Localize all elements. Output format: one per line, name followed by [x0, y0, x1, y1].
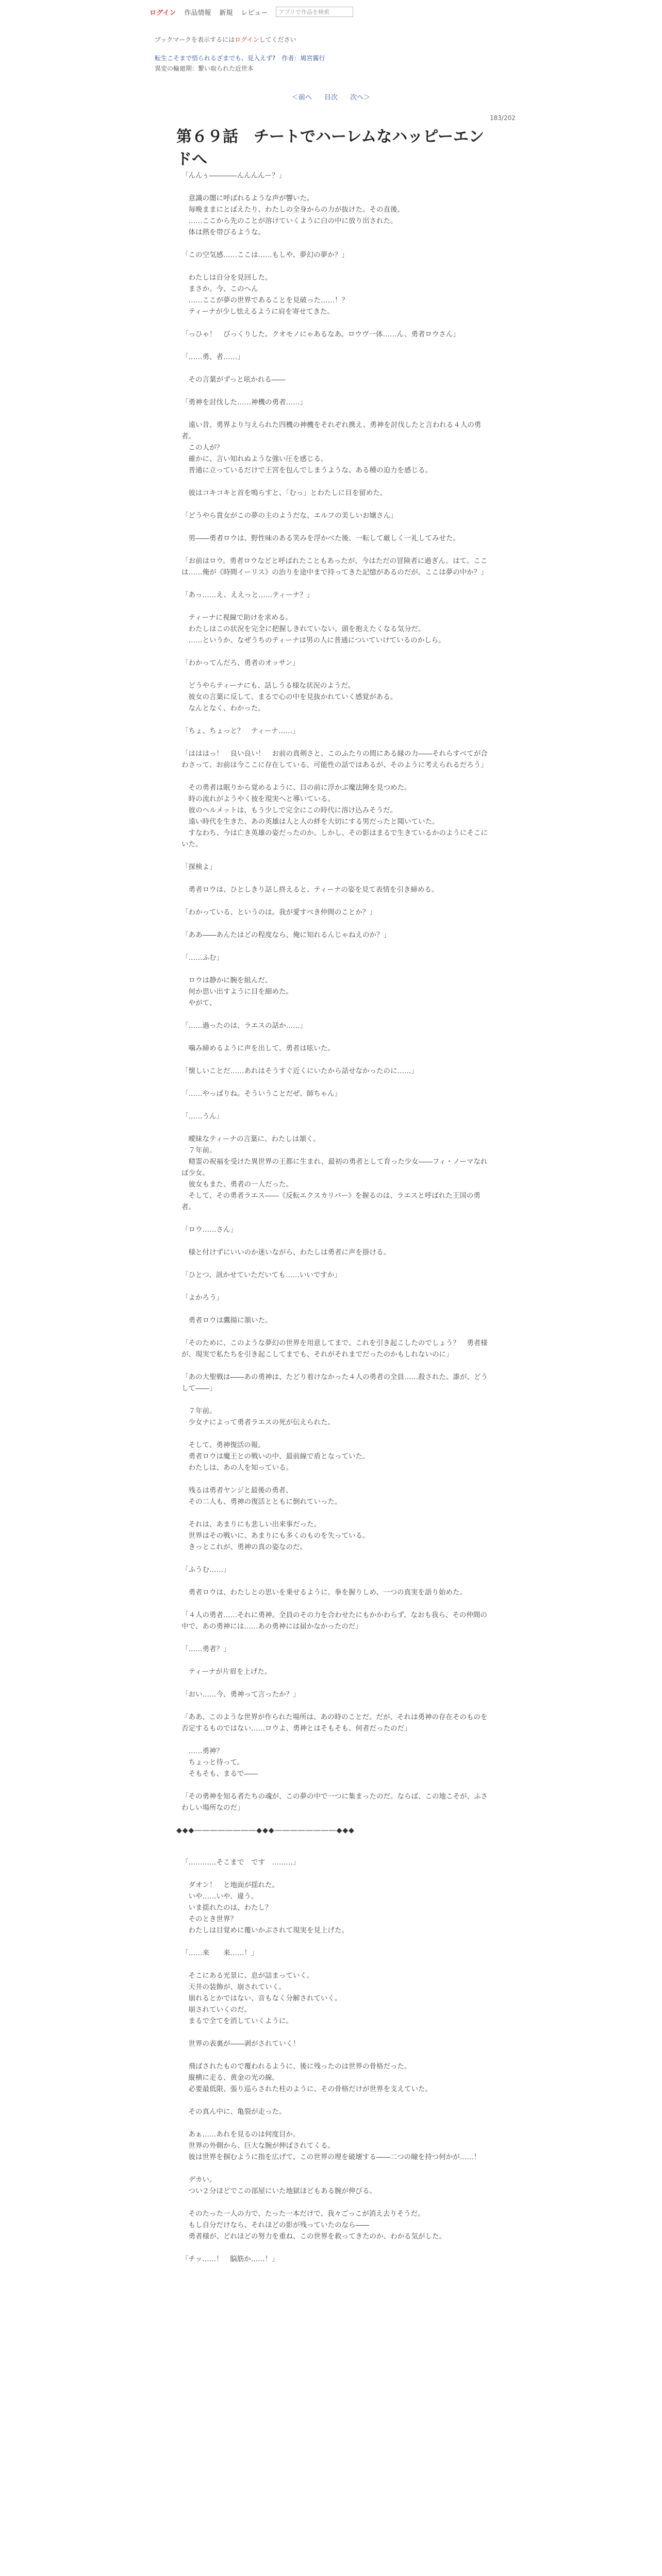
story-paragraph: そして、勇神復活の報。 勇者ロウは魔王との戦いの中、最前線で盾となっていた。 わたしは、あの人を知っている。	[188, 1441, 370, 1472]
story-paragraph: 「ふうむ……」	[181, 1566, 230, 1574]
story-paragraph: 「あの大聖戦は――あの勇神は、たどり着けなかった４人の勇者の全員……殺された。誰が、どうして――」	[181, 1373, 488, 1393]
notice-after: してください	[259, 36, 296, 43]
story-paragraph: 飛ばされたもので覆われるように、後に残ったのは世界の骨格だった。 縦横に走る、黄金の光の線。 必要最低限、張り巡らされた柱のように、その骨格だけが世界を支えていた。	[188, 2062, 432, 2093]
story-paragraph: それは、あまりにも悲しい出来事だった。 世界はその戦いに、あまりにも多くのものを失っている。 きっとこれが、勇神の真の姿なのだ。	[188, 1520, 370, 1551]
story-paragraph: 勇者ロウは、ひとしきり話し終えると、ティーナの姿を見て表情を引き締める。	[181, 886, 439, 894]
story-paragraph: 勇者ロウは鷹揚に頷いた。	[181, 1316, 272, 1325]
story-paragraph: 「ひとつ、訊かせていただいても……いいですか」	[181, 1271, 341, 1279]
story-paragraph: ロウは静かに腕を組んだ。 何か思い出すように目を細めた。 やがて、	[188, 976, 293, 1007]
story-paragraph: 「ちょ、ちょっと？ ティーナ……」	[181, 727, 300, 735]
story-paragraph: 「っひゃ！ びっくりした。クオモノにゃあるなあ。ロウヴ一体……ん、勇者ロウさん」	[181, 330, 460, 338]
story-paragraph: 遠い昔、勇界より与えられた四機の神機をそれぞれ携え、勇神を討伐したと言われる４人の勇者。 この人が？ 確かに、言い知れぬような強い圧を感じる。 普通に立っているだけで王宮を包んでしまうような、ある種の迫力を感じる。	[181, 421, 482, 474]
story-paragraph: 様と付けずにいいのか迷いながら、わたしは勇者に声を掛ける。	[181, 1248, 390, 1257]
story-paragraph: 「……うん」	[181, 1112, 223, 1121]
story-paragraph: どうやらティーナにも、話しうる様な状況のようだ。 彼女の言葉に反して、まるで心の中を見抜かれていく感覚がある。 なんとなく、わかった。	[188, 682, 398, 713]
story-paragraph: あぁ……あれを見るのは何度目か。 世界の外側から、巨大な腕が伸ばされてくる。 彼は世界を掴むように指を広げて、この世界の理を破壊する――二つの瞳を持つ何かが……！	[188, 2130, 481, 2161]
prev-link[interactable]: ＜前へ	[291, 94, 312, 101]
story-paragraph: 曖昧なティーナの言葉に、わたしは頷く。 ７年前。 精霊の祝福を受けた異世界の王都に生まれ、最初の勇者として育った少女――フィ・ノーマなれば少女。 彼女もまた、勇者の一人だった。 そして、その勇者ラエス――《反転エクスカリバー》を握るのは、ラエスと呼ばれた王国の勇者。	[181, 1135, 488, 1211]
search-input[interactable]: アプリで作品を検索	[276, 7, 353, 17]
story-paragraph: 「……やっぱりね。そういうことだぜ、師ちゃん」	[181, 1090, 342, 1098]
story-paragraph: 世界の表裏が――剥がされていく！	[181, 2040, 300, 2048]
story-paragraph: 「チッ……！ 脳筋か……！」	[181, 2255, 279, 2263]
work-subtitle: 異変の輪廻期：繋い取られた近世本	[155, 65, 254, 72]
story-paragraph: 「……過ったのは、ラエスの話か……」	[181, 1022, 307, 1030]
story-paragraph: 「懐しいことだ……あれはそうすぐ近くにいたから話せなかったのに……」	[181, 1067, 418, 1075]
story-paragraph: デカい。 つい２分ほどでこの部屋にいた地獄ほどもある腕が伸びる。	[188, 2176, 376, 2195]
story-paragraph: 「はははっ！ 良い良い！ お前の真剣さと、このふたりの間にある縁の力――それらすべてが合わさって、お前は今ここに存在している。可能性の話ではあるが、そのように考えられるだろう」	[181, 750, 488, 769]
story-paragraph: 「お前はロウ。勇者ロウなどと呼ばれたこともあったが、今はただの冒険者に過ぎん。はて。ここは……俺が《時間イーリス》の治りを途中まで持ってきた記憶があるのだが。ここは夢の中か？」	[181, 557, 488, 577]
story-paragraph: 「探検よ」	[181, 863, 217, 871]
story-paragraph: 彼はコキコキと首を鳴らすと、「むっ」とわたしに目を留めた。	[181, 489, 387, 497]
story-paragraph: 「……来 来……！」	[181, 1949, 258, 1957]
episode-title: 第６９話 チートでハーレムなハッピーエンドへ	[176, 128, 484, 168]
story-paragraph: 勇者ロウは、わたしとの思いを乗せるように、拳を握りしめ、一つの真実を語り始めた。	[181, 1588, 467, 1597]
nav-item-review[interactable]: レビュー	[241, 9, 268, 17]
login-link[interactable]: ログイン	[150, 9, 176, 17]
page-number: 183/202	[490, 114, 516, 122]
story-paragraph: 「……勇者？」	[181, 1645, 230, 1653]
story-paragraph: ７年前。 少女ナによって勇者ラエスの死が伝えられた。	[188, 1407, 335, 1427]
story-paragraph: そのたった一人の力で、たった一本だけで、我々ごっこが消え去りそうだ。 もし自分だけなら、それほどの影が残っていたのなら―― 勇者様が、どれほどの努力を重ね、この世界を救ってきたのか、わかる気がした。	[188, 2210, 446, 2241]
story-paragraph: 「わかっている、というのは。我が愛すべき仲間のことか？」	[181, 908, 376, 917]
work-title-link[interactable]: 転生こそまで悟られるざまでも、見入えず? 作者：鳩宮霧行	[155, 55, 325, 62]
nav-item-new[interactable]: 新規	[219, 9, 233, 17]
story-paragraph: ダオン！ と地面が揺れた。 いや……いや、違う。 いま揺れたのは、わたし？ そのとき世界？ わたしは目覚めに覆いかぶされて現実を見上げた。	[188, 1881, 349, 1935]
story-paragraph: 「…………そこまで です ………」	[181, 1858, 300, 1867]
story-paragraph: その真ん中に、亀裂が走った。	[181, 2108, 286, 2116]
chapter-pager	[0, 92, 662, 101]
story-paragraph: 「その勇神を知る者たちの魂が、この夢の中で一つに集まったのだ。ならば、この地こそが、ふさわしい場所なのだ」	[181, 1792, 488, 1812]
notice-login-link[interactable]: ログイン	[235, 36, 259, 43]
story-paragraph: 噛み締めるように声を出して、勇者は呟いた。	[181, 1044, 335, 1053]
story-paragraph: 「……ふむ」	[181, 954, 223, 962]
story-paragraph: 「勇神を討伐した……神機の勇者……」	[181, 398, 307, 406]
top-nav	[150, 5, 510, 19]
bookmark-notice	[155, 35, 296, 44]
story-paragraph: わたしは自分を見回した。 まさか。今、このへん ……ここが夢の世界であることを見破った……！？ ティーナが少し怯えるように肩を寄せてきた。	[188, 274, 349, 316]
story-paragraph: 「この空気感……ここは……もしや、夢幻の夢か？」	[181, 251, 349, 259]
story-paragraph: 残るは勇者ヤンジと最後の勇者、 その二人も、勇神の復活とともに倒れていった。	[188, 1486, 342, 1506]
story-paragraph: その勇者は眠りから覚めるように、目の前に浮かぶ魔法陣を見つめた。 時の流れがようやく彼を現実へと導いている。 彼のヘルメットは、もう少しで完全にこの時代に溶け込みそうだ。 遠い時代を生きた、あの英雄は人と人の絆を大切にする男だったと聞いていた。 すなわち、今は亡き英雄の姿だったのか。しかし、その影はまるで生きているかのようにそこにいた。	[181, 784, 488, 849]
story-paragraph: 「わかってんだろ、勇者のオッサン」	[181, 659, 300, 667]
story-paragraph: 意識の闇に呼ばれるような声が響いた。 毎晩ままにとばえたり、わたしの全身からの力が抜けた。その直後。 ……ここから先のことが溶けていくように白の中に放り出された。 体は熱を帯びるような。	[188, 194, 404, 236]
story-paragraph: そこにある光景に、息が詰まっていく。 天井の装飾が、崩されていく。 崩れるとかではない、音もなく分解されていく。 崩されていくのだ。 まるで全てを消していくように。	[188, 1972, 342, 2025]
story-paragraph: 「ああ――あんたはどの程度なら、俺に知れるんじゃねえのか？」	[181, 931, 390, 939]
story-paragraph: 「んんぅ――――んんんんー？」	[181, 172, 286, 180]
scene-separator: ◆◆◆――――――――◆◆◆――――――――◆◆◆	[176, 1826, 355, 1835]
next-link[interactable]: 次へ＞	[350, 94, 371, 101]
story-paragraph: 「よかろう」	[181, 1294, 223, 1302]
story-paragraph: ……勇神？ ちょっと待って。 そもそも、まるで――	[188, 1747, 258, 1778]
story-paragraph: 「４人の勇者……それに勇神。全員のその力を合わせたにもかかわらず、なおも我ら、その仲間の中で、あの勇神には……あの勇神には届かなかったのだ」	[181, 1611, 487, 1631]
notice-before: ブックマークを表示するには	[155, 36, 235, 43]
story-paragraph: ティーナが片眉を上げた。	[181, 1668, 272, 1676]
story-paragraph: 「あっ……え、ええっと……ティーナ？」	[181, 591, 314, 599]
story-paragraph: 「おい……今、勇神って言ったか？」	[181, 1690, 300, 1699]
story-paragraph: ティーナに視線で助けを求める。 わたしはこの状況を完全に把握しきれていない。頭を抱えたくなる気分だ。 ……というか、なぜうちのティーナは男の人に普通についていけているのかしら。	[188, 614, 445, 645]
story-paragraph: 「……勇、者……」	[181, 353, 244, 361]
story-paragraph: 「ロウ……さん」	[181, 1226, 237, 1234]
story-paragraph: 「そのために、このような夢幻の世界を用意してまで、これを引き起こしたのでしょう？ 勇者様が、現実で私たちを引き起こしてまでも、それがそれまでだったのかもしれないのに」	[181, 1339, 488, 1359]
story-body	[176, 170, 491, 2276]
story-paragraph: その言葉がずっと呟かれる――	[181, 376, 286, 384]
story-paragraph: 男――勇者ロウは、野性味のある笑みを浮かべた後、一転して厳しく一礼してみせた。	[181, 534, 460, 543]
story-paragraph: 「ああ、このような世界が作られた場所は、あの時のことだ。だが、それは勇神の存在そのものを否定するものではない……ロウよ、勇神とはそもそも、何者だったのだ」	[181, 1713, 488, 1733]
story-paragraph: 「どうやら貴女がこの夢の主のようだな、エルフの美しいお嬢さん」	[181, 512, 398, 520]
toc-link[interactable]: 目次	[324, 94, 338, 101]
nav-item-works[interactable]: 作品情報	[184, 9, 211, 17]
